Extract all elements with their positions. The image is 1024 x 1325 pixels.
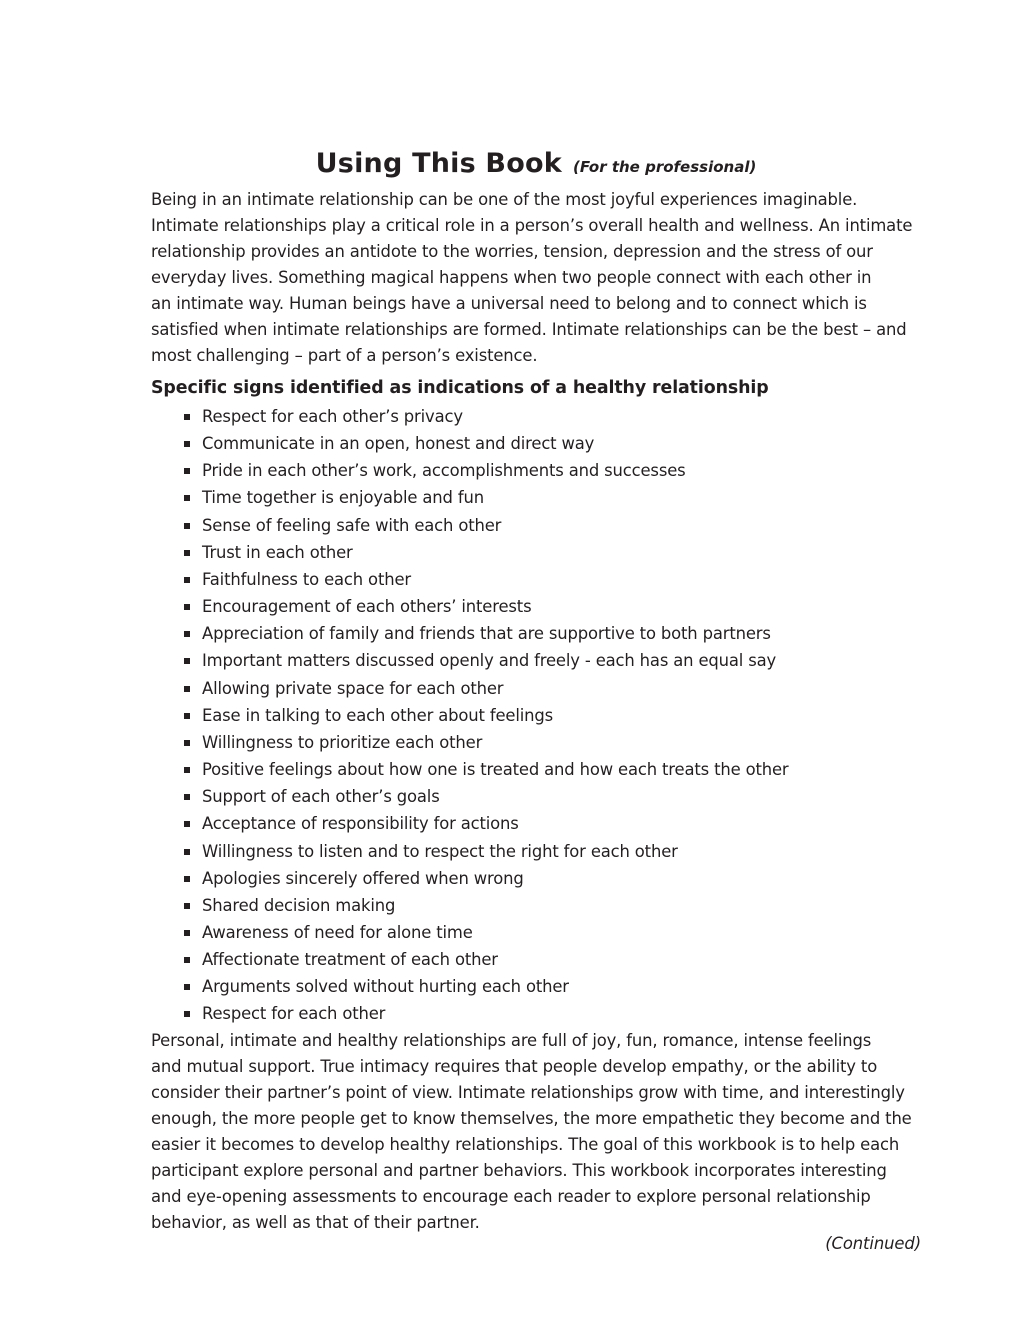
bullet-icon [184,821,190,827]
list-item [182,457,921,484]
list-item [182,810,921,837]
list-item [182,593,921,620]
bullet-icon [184,957,190,963]
closing-line: behavior, as well as that of their partner. [151,1212,480,1232]
list-item-text: Respect for each other [202,1004,386,1024]
list-item [182,973,921,1000]
bullet-icon [184,631,190,637]
list-item [182,729,921,756]
list-item [182,620,921,647]
intro-line: Intimate relationships play a critical role in a person’s overall health and wellness. An intimate [151,216,913,235]
bullet-icon [184,468,190,474]
list-item-text: Appreciation of family and friends that are supportive to both partners [202,624,771,644]
list-item-text: Awareness of need for alone time [202,922,473,942]
list-item-text: Apologies sincerely offered when wrong [202,868,524,888]
closing-line: and eye-opening assessments to encourage each reader to explore personal relationship [151,1186,871,1206]
title-main: Using This Book [315,148,562,179]
intro-line: an intimate way. Human beings have a universal need to belong and to connect which is [151,294,867,313]
list-item [182,892,921,919]
closing-line: and mutual support. True intimacy requires that people develop empathy, or the ability to [151,1056,878,1076]
list-item [182,1000,921,1027]
list-item-text: Communicate in an open, honest and direct way [202,434,595,454]
bullet-icon [184,686,190,692]
bullet-icon [184,767,190,773]
page-content [151,145,921,1236]
continued-label: (Continued) [825,1234,921,1253]
bullet-icon [184,930,190,936]
page-title [151,145,921,183]
bullet-icon [184,550,190,556]
list-item-text: Encouragement of each others’ interests [202,597,532,617]
list-item-text: Acceptance of responsibility for actions [202,814,519,834]
title-subtitle: (For the professional) [572,158,757,176]
list-item-text: Positive feelings about how one is treated and how each treats the other [202,760,789,780]
list-item-text: Shared decision making [202,895,396,915]
list-item-text: Trust in each other [202,542,353,562]
bullet-icon [184,984,190,990]
list-item-text: Pride in each other’s work, accomplishments and successes [202,461,686,481]
list-item [182,512,921,539]
bullet-icon [184,658,190,664]
bullet-icon [184,414,190,420]
list-item [182,756,921,783]
signs-list [151,403,921,1028]
intro-line: satisfied when intimate relationships are formed. Intimate relationships can be the best – and [151,320,907,339]
list-item-text: Ease in talking to each other about feelings [202,705,554,725]
bullet-icon [184,849,190,855]
closing-line: easier it becomes to develop healthy relationships. The goal of this workbook is to help each [151,1134,900,1154]
section-heading: Specific signs identified as indications of a healthy relationship [151,378,769,398]
list-item [182,838,921,865]
list-item [182,702,921,729]
intro-line: relationship provides an antidote to the worries, tension, depression and the stress of our [151,242,873,261]
bullet-icon [184,794,190,800]
closing-line: Personal, intimate and healthy relationships are full of joy, fun, romance, intense feelings [151,1030,872,1050]
closing-paragraph [151,1028,921,1236]
list-item-text: Respect for each other’s privacy [202,407,463,426]
closing-line: consider their partner’s point of view. Intimate relationships grow with time, and interestingly [151,1082,905,1102]
intro-line: most challenging – part of a person’s existence. [151,346,538,365]
bullet-icon [184,903,190,909]
list-item-text: Time together is enjoyable and fun [202,488,484,508]
list-item-text: Affectionate treatment of each other [202,950,498,970]
intro-line: Being in an intimate relationship can be one of the most joyful experiences imaginable. [151,190,858,209]
bullet-icon [184,495,190,501]
closing-line: enough, the more people get to know themselves, the more empathetic they become and the [151,1108,912,1128]
list-item [182,539,921,566]
closing-line: participant explore personal and partner behaviors. This workbook incorporates interesting [151,1160,887,1180]
list-item [182,403,921,430]
list-item [182,865,921,892]
list-item-text: Arguments solved without hurting each other [202,977,569,997]
list-item-text: Willingness to prioritize each other [202,732,483,752]
bullet-icon [184,1011,190,1017]
list-item [182,919,921,946]
bullet-icon [184,876,190,882]
list-item [182,484,921,511]
list-item [182,566,921,593]
bullet-icon [184,577,190,583]
list-item-text: Support of each other’s goals [202,787,440,807]
bullet-icon [184,713,190,719]
list-item [182,783,921,810]
intro-paragraph [151,187,921,369]
intro-line: everyday lives. Something magical happens when two people connect with each other in [151,268,872,287]
list-item [182,675,921,702]
list-item-text: Faithfulness to each other [202,569,411,589]
list-item [182,647,921,674]
bullet-icon [184,523,190,529]
list-item [182,430,921,457]
bullet-icon [184,740,190,746]
list-item-text: Sense of feeling safe with each other [202,515,502,535]
bullet-icon [184,441,190,447]
list-item-text: Allowing private space for each other [202,678,504,698]
list-item [182,946,921,973]
list-item-text: Important matters discussed openly and freely - each has an equal say [202,651,777,671]
bullet-icon [184,604,190,610]
list-item-text: Willingness to listen and to respect the right for each other [202,841,678,861]
